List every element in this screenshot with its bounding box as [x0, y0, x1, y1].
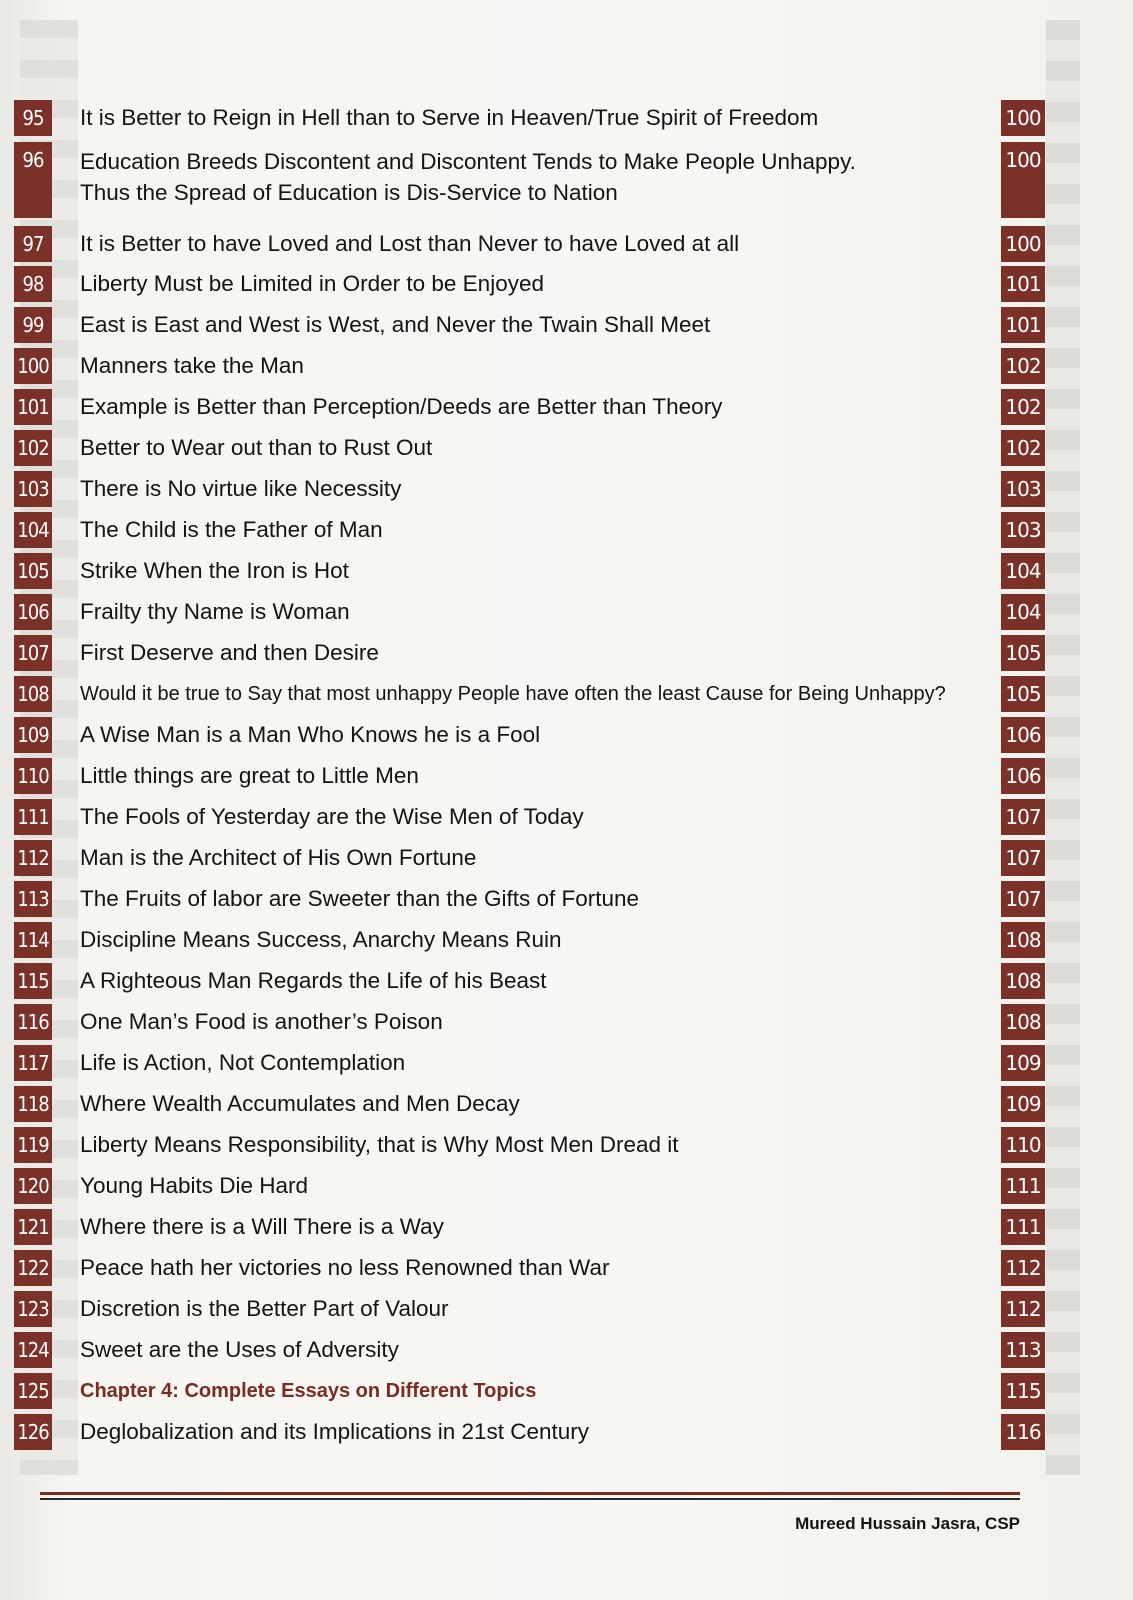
- entry-title: Liberty Means Responsibility, that is Why Most Men Dread it: [80, 1132, 679, 1157]
- entry-number: 108: [14, 676, 52, 712]
- entry-title: A Wise Man is a Man Who Knows he is a Fool: [80, 722, 541, 747]
- entry-number: 110: [14, 758, 52, 794]
- entry-title: The Child is the Father of Man: [80, 517, 383, 542]
- entry-title: Sweet are the Uses of Adversity: [80, 1337, 399, 1362]
- entry-number: 106: [14, 594, 52, 630]
- entry-number: 105: [14, 553, 52, 589]
- entry-number: 120: [14, 1168, 52, 1204]
- entry-number: 124: [14, 1332, 52, 1368]
- entry-number: 99: [14, 307, 52, 343]
- entry-page: 104: [1001, 553, 1045, 589]
- entry-number: 123: [14, 1291, 52, 1327]
- entry-title: Manners take the Man: [80, 353, 304, 378]
- entry-title: Liberty Must be Limited in Order to be Enjoyed: [80, 271, 544, 296]
- entry-page: 102: [1001, 389, 1045, 425]
- footer-author: Mureed Hussain Jasra, CSP: [795, 1514, 1020, 1533]
- entry-page: 106: [1001, 717, 1045, 753]
- entry-title: Young Habits Die Hard: [80, 1173, 309, 1198]
- entry-title-line2: Thus the Spread of Education is Dis-Service to Nation: [80, 180, 618, 205]
- entry-page: 115: [1001, 1373, 1045, 1409]
- entry-number: 95: [14, 100, 52, 136]
- entry-page: 112: [1001, 1291, 1045, 1327]
- entry-title: Little things are great to Little Men: [80, 763, 419, 788]
- entry-page: 104: [1001, 594, 1045, 630]
- entry-title: Better to Wear out than to Rust Out: [80, 435, 433, 460]
- entry-page: 105: [1001, 676, 1045, 712]
- entry-page: 102: [1001, 348, 1045, 384]
- entry-number: 102: [14, 430, 52, 466]
- entry-title: Where there is a Will There is a Way: [80, 1214, 444, 1239]
- entry-number: 119: [14, 1127, 52, 1163]
- chapter-title: Chapter 4: Complete Essays on Different Topics: [80, 1380, 537, 1402]
- entry-page: 107: [1001, 799, 1045, 835]
- entry-title: Would it be true to Say that most unhappy People have often the least Cause for Being Unhappy?: [80, 683, 946, 705]
- entry-number: 104: [14, 512, 52, 548]
- entry-title: Peace hath her victories no less Renowned than War: [80, 1255, 610, 1280]
- entry-number: 107: [14, 635, 52, 671]
- entry-title: One Man’s Food is another’s Poison: [80, 1009, 443, 1034]
- entry-title: Strike When the Iron is Hot: [80, 558, 349, 583]
- entry-title: Discipline Means Success, Anarchy Means Ruin: [80, 927, 562, 952]
- entry-page: 103: [1001, 471, 1045, 507]
- entry-number: 103: [14, 471, 52, 507]
- entry-number: 125: [14, 1373, 52, 1409]
- entry-page: 107: [1001, 840, 1045, 876]
- entry-number: 126: [14, 1414, 52, 1450]
- entry-page: 110: [1001, 1127, 1045, 1163]
- entry-page: 100: [1001, 100, 1045, 136]
- entry-page: 116: [1001, 1414, 1045, 1450]
- entry-title: The Fools of Yesterday are the Wise Men of Today: [80, 804, 584, 829]
- entry-page: 101: [1001, 307, 1045, 343]
- entry-title: Education Breeds Discontent and Discontent Tends to Make People Unhappy.: [80, 149, 856, 174]
- entry-title: A Righteous Man Regards the Life of his Beast: [80, 968, 547, 993]
- entry-page: 101: [1001, 266, 1045, 302]
- entry-title: The Fruits of labor are Sweeter than the Gifts of Fortune: [80, 886, 640, 911]
- entry-page: 111: [1001, 1168, 1045, 1204]
- entry-number: 111: [14, 799, 52, 835]
- entry-title: It is Better to have Loved and Lost than Never to have Loved at all: [80, 231, 740, 256]
- entry-title: It is Better to Reign in Hell than to Serve in Heaven/True Spirit of Freedom: [80, 105, 819, 130]
- entry-number: 122: [14, 1250, 52, 1286]
- entry-page: 109: [1001, 1045, 1045, 1081]
- entry-title: Frailty thy Name is Woman: [80, 599, 350, 624]
- entry-page: 113: [1001, 1332, 1045, 1368]
- entry-page: 106: [1001, 758, 1045, 794]
- entry-page: 105: [1001, 635, 1045, 671]
- entry-title: Example is Better than Perception/Deeds are Better than Theory: [80, 394, 723, 419]
- entry-number: 117: [14, 1045, 52, 1081]
- footer-rule: [40, 1498, 1020, 1500]
- entry-page: 109: [1001, 1086, 1045, 1122]
- entry-title: Where Wealth Accumulates and Men Decay: [80, 1091, 520, 1116]
- entry-number: 97: [14, 226, 52, 262]
- entry-page: 108: [1001, 963, 1045, 999]
- entry-number: 96: [14, 142, 52, 218]
- entry-number: 112: [14, 840, 52, 876]
- entry-number: 100: [14, 348, 52, 384]
- entry-number: 115: [14, 963, 52, 999]
- entry-number: 113: [14, 881, 52, 917]
- entry-title: Man is the Architect of His Own Fortune: [80, 845, 477, 870]
- entry-title: Deglobalization and its Implications in 21st Century: [80, 1419, 590, 1444]
- entry-number: 101: [14, 389, 52, 425]
- entry-number: 98: [14, 266, 52, 302]
- footer-rule-accent: [40, 1492, 1020, 1495]
- entry-number: 109: [14, 717, 52, 753]
- entry-page: 107: [1001, 881, 1045, 917]
- entry-number: 114: [14, 922, 52, 958]
- entry-number: 121: [14, 1209, 52, 1245]
- entry-page: 102: [1001, 430, 1045, 466]
- entry-page: 111: [1001, 1209, 1045, 1245]
- entry-page: 108: [1001, 1004, 1045, 1040]
- entry-title: East is East and West is West, and Never the Twain Shall Meet: [80, 312, 711, 337]
- entry-page: 108: [1001, 922, 1045, 958]
- entry-number: 116: [14, 1004, 52, 1040]
- entry-page: 100: [1001, 226, 1045, 262]
- entry-page: 100: [1001, 142, 1045, 218]
- entry-page: 112: [1001, 1250, 1045, 1286]
- entry-title: Life is Action, Not Contemplation: [80, 1050, 406, 1075]
- entry-title: First Deserve and then Desire: [80, 640, 379, 665]
- entry-number: 118: [14, 1086, 52, 1122]
- entry-title: There is No virtue like Necessity: [80, 476, 402, 501]
- entry-title: Discretion is the Better Part of Valour: [80, 1296, 449, 1321]
- entry-page: 103: [1001, 512, 1045, 548]
